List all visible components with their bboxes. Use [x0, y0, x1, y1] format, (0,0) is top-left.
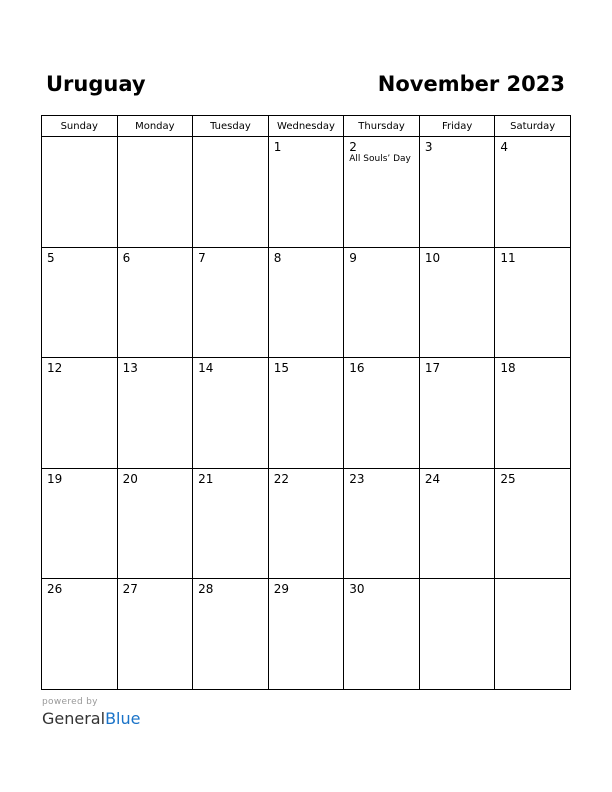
day-number: 21	[198, 471, 214, 486]
day-cell	[419, 468, 495, 579]
day-cell	[117, 468, 193, 579]
weekday-header: Wednesday	[268, 116, 344, 137]
country-title: Uruguay	[46, 72, 146, 96]
calendar-table	[41, 115, 571, 690]
day-cell	[495, 468, 571, 579]
day-cell	[495, 137, 571, 248]
day-cell	[419, 358, 495, 469]
day-number: 2	[349, 140, 357, 154]
day-number: 25	[500, 471, 516, 486]
day-number: 4	[500, 140, 509, 154]
day-cell	[117, 579, 193, 690]
calendar-body	[42, 137, 571, 690]
day-cell	[495, 579, 571, 690]
week-row	[42, 579, 571, 690]
week-row	[42, 137, 571, 248]
week-row	[42, 247, 571, 358]
brand-general-text: General	[42, 709, 106, 728]
weekday-header: Saturday	[495, 116, 571, 137]
day-number: 11	[500, 250, 516, 265]
day-cell	[268, 137, 344, 248]
day-cell	[193, 137, 269, 248]
holiday-label: All Souls’ Day	[349, 154, 411, 164]
day-cell	[117, 358, 193, 469]
day-number: 28	[198, 582, 214, 596]
day-number: 15	[273, 361, 289, 375]
weekday-header: Tuesday	[193, 116, 269, 137]
day-cell	[268, 247, 344, 358]
day-cell	[193, 358, 269, 469]
powered-by-text: powered by	[42, 697, 98, 707]
day-cell	[42, 468, 118, 579]
brand-blue-text: Blue	[105, 709, 141, 728]
day-cell	[344, 468, 420, 579]
week-row	[42, 358, 571, 469]
day-cell	[419, 579, 495, 690]
day-number: 17	[424, 361, 441, 375]
day-cell	[344, 247, 420, 358]
day-number: 23	[349, 471, 365, 486]
day-cell	[268, 468, 344, 579]
day-cell	[117, 137, 193, 248]
day-number: 1	[273, 140, 282, 154]
day-cell	[42, 247, 118, 358]
weekday-header: Sunday	[42, 116, 118, 137]
day-number: 3	[424, 140, 433, 154]
day-number: 8	[273, 250, 282, 265]
day-cell	[344, 137, 420, 248]
day-number: 9	[349, 250, 357, 265]
week-row	[42, 468, 571, 579]
day-number: 14	[198, 361, 214, 375]
day-number: 10	[424, 250, 441, 265]
day-number: 18	[500, 361, 516, 375]
day-number: 12	[47, 361, 63, 375]
day-cell	[419, 247, 495, 358]
day-number: 26	[47, 582, 63, 596]
month-title: November 2023	[377, 72, 565, 96]
day-number: 6	[122, 250, 131, 265]
day-number: 20	[122, 471, 138, 486]
day-cell	[495, 358, 571, 469]
day-number: 29	[273, 582, 289, 596]
day-number: 13	[122, 361, 138, 375]
weekday-header: Friday	[419, 116, 495, 137]
day-cell	[495, 247, 571, 358]
weekday-header-row	[42, 116, 571, 137]
day-number: 27	[122, 582, 138, 596]
day-number: 7	[198, 250, 206, 265]
day-cell	[268, 358, 344, 469]
day-number: 19	[47, 471, 63, 486]
day-cell	[193, 579, 269, 690]
day-cell	[193, 247, 269, 358]
day-number: 16	[349, 361, 365, 375]
day-number: 5	[47, 250, 55, 265]
day-cell	[42, 358, 118, 469]
day-number: 30	[349, 582, 365, 596]
day-cell	[268, 579, 344, 690]
day-number: 24	[424, 471, 441, 486]
day-cell	[344, 358, 420, 469]
weekday-header: Thursday	[344, 116, 420, 137]
footer	[42, 697, 140, 729]
day-number: 22	[273, 471, 289, 486]
day-cell	[42, 137, 118, 248]
calendar-grid	[41, 115, 571, 689]
day-cell	[117, 247, 193, 358]
day-cell	[419, 137, 495, 248]
day-cell	[42, 579, 118, 690]
weekday-header: Monday	[117, 116, 193, 137]
day-cell	[193, 468, 269, 579]
day-cell	[344, 579, 420, 690]
brand-logo	[42, 709, 140, 729]
